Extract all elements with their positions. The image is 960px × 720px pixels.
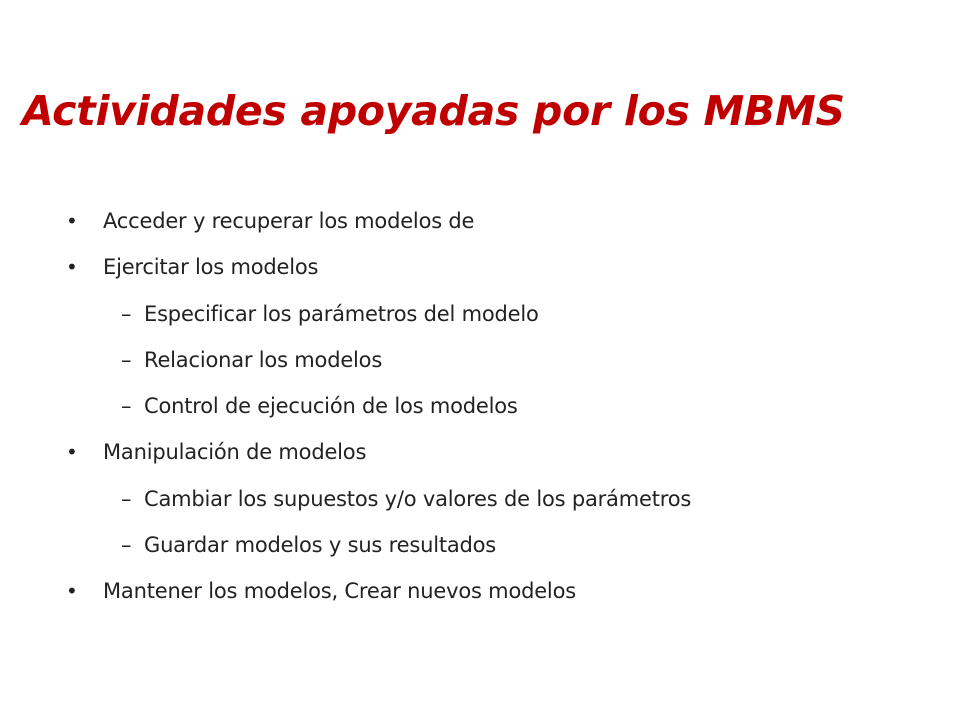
dash-marker-icon: – <box>121 533 132 558</box>
list-item <box>66 429 946 475</box>
list-item-text: Mantener los modelos, Crear nuevos modelos <box>103 579 576 604</box>
bullet-marker-icon: • <box>66 579 78 604</box>
list-item-text: Relacionar los modelos <box>144 347 383 372</box>
bullet-marker-icon: • <box>66 209 78 233</box>
list-item-text: Especificar los parámetros del modelo <box>144 301 539 326</box>
dash-marker-icon: – <box>121 486 132 511</box>
bullet-marker-icon: • <box>66 255 78 280</box>
slide-title: Actividades apoyadas por los MBMS <box>22 87 845 135</box>
list-item <box>66 568 946 614</box>
sub-list-item <box>66 337 946 383</box>
dash-marker-icon: – <box>121 394 132 419</box>
sub-list-item <box>66 291 946 337</box>
list-item <box>66 244 946 290</box>
list-item-text: Control de ejecución de los modelos <box>144 394 518 419</box>
sub-list-item <box>66 522 946 568</box>
bullet-marker-icon: • <box>66 440 78 465</box>
list-item-text: Ejercitar los modelos <box>103 255 319 280</box>
sub-list-item <box>66 383 946 429</box>
dash-marker-icon: – <box>121 347 132 372</box>
list-item-text: Guardar modelos y sus resultados <box>144 533 497 558</box>
dash-marker-icon: – <box>121 301 132 326</box>
sub-list-item <box>66 476 946 522</box>
list-item-text: Acceder y recuperar los modelos de <box>103 209 475 233</box>
list-item-text: Cambiar los supuestos y/o valores de los parámetros <box>144 486 692 511</box>
list-item <box>66 198 946 244</box>
bullet-list <box>66 198 946 615</box>
list-item-text: Manipulación de modelos <box>103 440 367 465</box>
